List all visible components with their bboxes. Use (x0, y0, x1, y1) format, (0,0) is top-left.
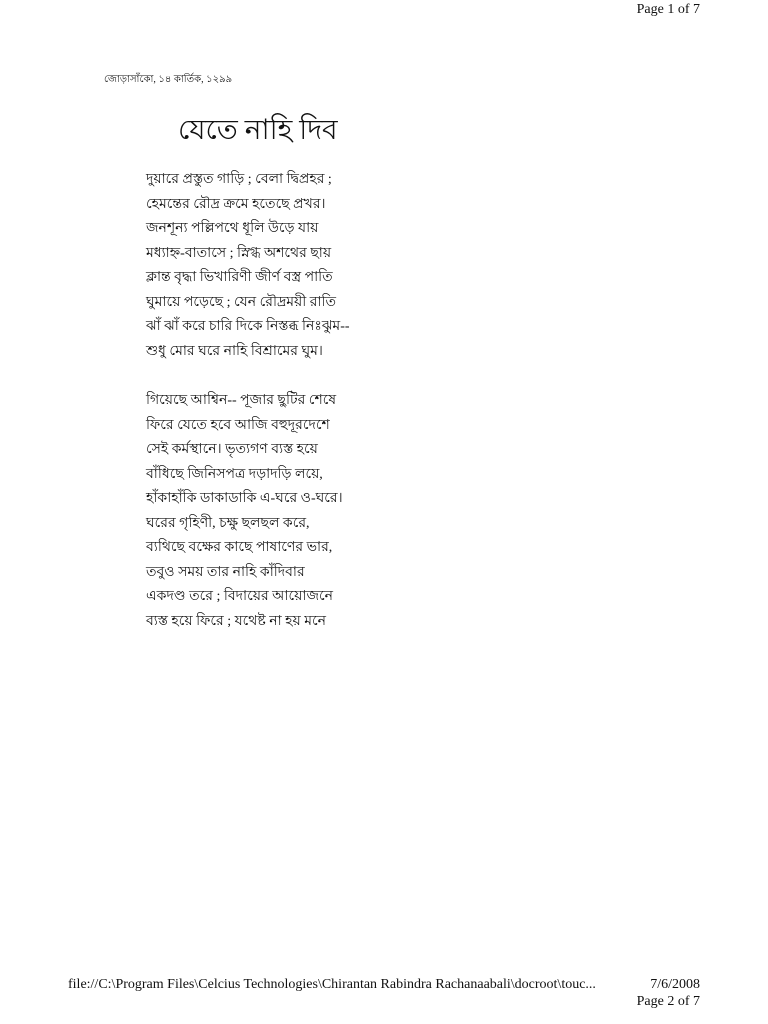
poem-line: সেই কর্মস্থানে। ভৃত্যগণ ব্যস্ত হয়ে (146, 442, 318, 457)
footer-file-path: file://C:\Program Files\Celcius Technologies\Chirantan Rabindra Rachanaabali\docroot\touc... (68, 977, 596, 992)
poem-line: হাঁকাহাঁকি ডাকাডাকি এ-ঘরে ও-ঘরে। (146, 491, 343, 506)
stanza-1 (146, 168, 350, 364)
stanza-2 (146, 389, 343, 634)
poem-line: শুধু মোর ঘরে নাহি বিশ্রামের ঘুম। (146, 343, 323, 359)
poem-line: জনশূন্য পল্লিপথে ধূলি উড়ে যায় (146, 221, 319, 236)
poem-line: হেমন্তের রৌদ্র ক্রমে হতেছে প্রখর। (146, 196, 326, 212)
poem-line: মধ্যাহ্ন-বাতাসে ; স্নিগ্ধ অশথের ছায় (146, 245, 332, 261)
poem-line: ব্যথিছে বক্ষের কাছে পাষাণের ভার, (146, 540, 333, 555)
poem-line: তবুও সময় তার নাহি কাঁদিবার (146, 564, 305, 580)
poem-title: যেতে নাহি দিব (178, 115, 338, 146)
footer-date: 7/6/2008 (650, 977, 700, 992)
poem-line: ফিরে যেতে হবে আজি বহুদূরদেশে (146, 417, 330, 433)
poem-line: ঘরের গৃহিণী, চক্ষু ছলছল করে, (146, 515, 310, 531)
poem-line: একদণ্ড তরে ; বিদায়ের আয়োজনে (146, 589, 333, 604)
poem-line: দুয়ারে প্রস্তুত গাড়ি ; বেলা দ্বিপ্রহর ; (146, 172, 332, 187)
page-indicator-bottom: Page 2 of 7 (636, 994, 700, 1009)
poem-line: ঘুমায়ে পড়েছে ; যেন রৌদ্রময়ী রাতি (146, 294, 337, 310)
place-date: জোড়াসাঁকো, ১৪ কার্তিক, ১২৯৯ (104, 74, 233, 85)
poem-line: ঝাঁ ঝাঁ করে চারি দিকে নিস্তব্ধ নিঃঝুম-- (146, 319, 350, 334)
poem-line: ক্লান্ত বৃদ্ধা ভিখারিণী জীর্ণ বস্ত্র পাতি (146, 270, 333, 285)
page-indicator-top: Page 1 of 7 (636, 2, 700, 17)
poem-line: ব্যস্ত হয়ে ফিরে ; যথেষ্ট না হয় মনে (146, 613, 327, 629)
poem-line: বাঁধিছে জিনিসপত্র দড়াদড়ি লয়ে, (146, 466, 323, 482)
poem-line: গিয়েছে আশ্বিন-- পূজার ছুটির শেষে (146, 393, 337, 408)
